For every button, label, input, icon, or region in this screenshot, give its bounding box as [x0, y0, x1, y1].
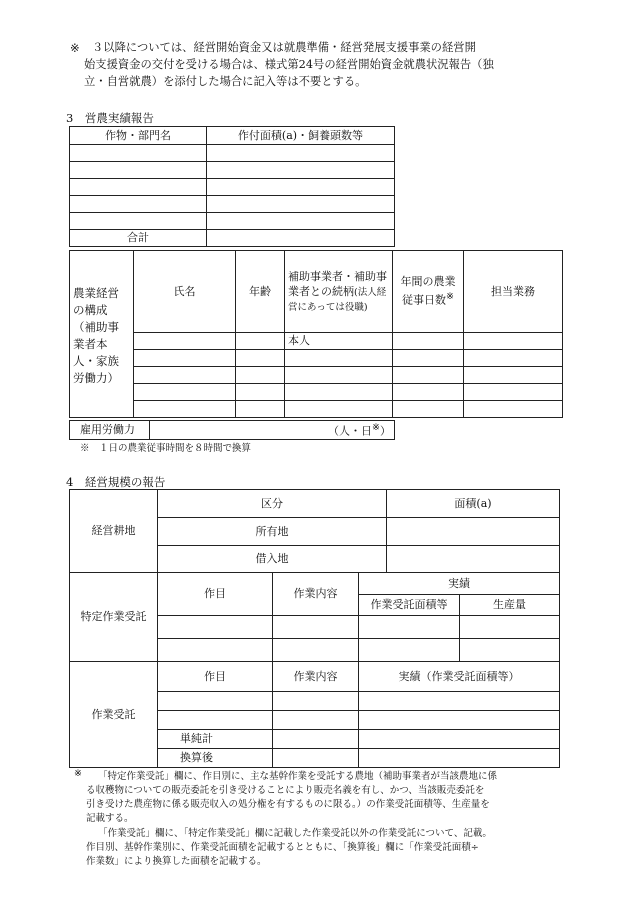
area-cell[interactable] [207, 179, 395, 196]
age-cell[interactable] [236, 367, 285, 384]
result-area-cell[interactable] [359, 692, 560, 711]
production-header: 生産量 [460, 595, 560, 616]
specific-work-header: 作業内容 [273, 573, 359, 616]
days-header: 年間の農業従事日数※ [393, 251, 464, 333]
age-cell[interactable] [236, 350, 285, 367]
specific-work-cell[interactable] [273, 639, 359, 662]
self-label: 本人 [285, 333, 393, 350]
duty-cell[interactable] [464, 350, 563, 367]
specific-crop-cell[interactable] [158, 616, 273, 639]
production-cell[interactable] [460, 639, 560, 662]
result-area-cell[interactable] [359, 711, 560, 730]
contract-area-cell[interactable] [359, 616, 460, 639]
relation-header: 補助事業者・補助事業者との続柄(法人経営にあっては役職) [285, 251, 393, 333]
relation-cell[interactable] [285, 350, 393, 367]
production-cell[interactable] [460, 616, 560, 639]
footnote-4-p1-line-3: 引き受けた農産物に係る販売収入の処分権を有するものに限る。）の作業受託面積等、生産量を [86, 799, 490, 810]
duty-cell[interactable] [464, 401, 563, 418]
contract-label: 作業受託 [70, 662, 158, 768]
contract-crop-header: 作目 [158, 662, 273, 692]
footnote-4-p2-line-3: 作業数」により換算した面積を記載する。 [86, 856, 267, 867]
area-cell[interactable] [207, 196, 395, 213]
simple-total-work-cell[interactable] [273, 730, 359, 749]
leased-area-cell[interactable] [387, 546, 560, 573]
days-cell[interactable] [393, 384, 464, 401]
contract-work-cell[interactable] [273, 711, 359, 730]
labor-table [69, 250, 563, 418]
duty-cell[interactable] [464, 367, 563, 384]
specific-crop-header: 作目 [158, 573, 273, 616]
owned-label: 所有地 [158, 518, 387, 546]
simple-total-label: 単純計 [158, 730, 273, 749]
specific-contract-label: 特定作業受託 [70, 573, 158, 662]
footnote-4-p1-line-1: 「特定作業受託」欄に、作目別に、主な基幹作業を受託する農地（補助事業者が当該農地に係 [98, 771, 498, 782]
intro-note-line-2: 始支援資金の交付を受ける場合は、様式第24号の経営開始資金就農状況報告（独 [84, 58, 494, 71]
name-cell[interactable] [134, 401, 236, 418]
age-cell[interactable] [236, 333, 285, 350]
age-cell[interactable] [236, 384, 285, 401]
duty-cell[interactable] [464, 333, 563, 350]
crop-cell[interactable] [70, 213, 207, 230]
days-cell[interactable] [393, 350, 464, 367]
crop-cell[interactable] [70, 145, 207, 162]
contract-table [69, 661, 560, 768]
contract-crop-cell[interactable] [158, 692, 273, 711]
converted-work-cell[interactable] [273, 749, 359, 768]
relation-cell[interactable] [285, 401, 393, 418]
age-cell[interactable] [236, 401, 285, 418]
land-table [69, 489, 560, 573]
hired-unit[interactable]: （人・日※） [150, 421, 395, 440]
crop-total-label: 合計 [70, 230, 207, 247]
area-total-cell[interactable] [207, 230, 395, 247]
duty-header: 担当業務 [464, 251, 563, 333]
contract-crop-cell[interactable] [158, 711, 273, 730]
crop-cell[interactable] [70, 179, 207, 196]
footnote-4-p1-line-2: る収穫物についての販売委託を引き受けることにより販売名義を有し、かつ、当該販売委託を [86, 785, 485, 796]
age-header: 年齢 [236, 251, 285, 333]
name-cell[interactable] [134, 333, 236, 350]
converted-cell[interactable] [359, 749, 560, 768]
crop-header: 作物・部門名 [70, 127, 207, 145]
hired-labor-table [69, 420, 395, 440]
footnote-4-p2-line-1: 「作業受託」欄に、「特定作業受託」欄に記載した作業受託以外の作業受託について、記載。 [98, 828, 492, 839]
contract-area-cell[interactable] [359, 639, 460, 662]
days-cell[interactable] [393, 333, 464, 350]
crop-table [69, 126, 395, 247]
section-4-title: 4 経営規模の報告 [66, 475, 166, 489]
owned-area-cell[interactable] [387, 518, 560, 546]
area-cell[interactable] [207, 213, 395, 230]
composition-label: 農業経営の構成（補助事業者本人・家族労働力） [70, 251, 134, 418]
specific-crop-cell[interactable] [158, 639, 273, 662]
days-cell[interactable] [393, 401, 464, 418]
duty-cell[interactable] [464, 384, 563, 401]
specific-contract-table [69, 572, 560, 662]
footnote-4-p2-line-2: 作目別、基幹作業別に、作業受託面積を記載するとともに、「換算後」欄に「作業受託面積÷ [86, 842, 479, 853]
relation-cell[interactable] [285, 367, 393, 384]
footnote-4-mark: ※ [74, 768, 82, 779]
section-3-title: 3 営農実績報告 [66, 111, 154, 125]
footnote-4-p1-line-4: 記載する。 [86, 813, 134, 824]
name-cell[interactable] [134, 367, 236, 384]
intro-note-line-3: 立・自営就農）を添付した場合に記入等は不要とする。 [84, 75, 367, 88]
result-area-header: 実績（作業受託面積等） [359, 662, 560, 692]
days-cell[interactable] [393, 367, 464, 384]
simple-total-cell[interactable] [359, 730, 560, 749]
name-cell[interactable] [134, 350, 236, 367]
contract-area-header: 作業受託面積等 [359, 595, 460, 616]
section-3-footnote: ※ １日の農業従事時間を８時間で換算 [80, 443, 252, 454]
leased-label: 借入地 [158, 546, 387, 573]
area-header: 作付面積(a)・飼養頭数等 [207, 127, 395, 145]
contract-work-header: 作業内容 [273, 662, 359, 692]
relation-cell[interactable] [285, 384, 393, 401]
land-area-header: 面積(a) [387, 490, 560, 518]
result-header: 実績 [359, 573, 560, 595]
contract-work-cell[interactable] [273, 692, 359, 711]
intro-note-line-1: ３以降については、経営開始資金又は就農準備・経営発展支援事業の経営開 [92, 41, 476, 54]
crop-cell[interactable] [70, 196, 207, 213]
area-cell[interactable] [207, 162, 395, 179]
intro-note-mark: ※ [70, 41, 80, 55]
area-cell[interactable] [207, 145, 395, 162]
converted-label: 換算後 [158, 749, 273, 768]
hired-label: 雇用労働力 [70, 421, 150, 440]
specific-work-cell[interactable] [273, 616, 359, 639]
name-cell[interactable] [134, 384, 236, 401]
crop-cell[interactable] [70, 162, 207, 179]
name-header: 氏名 [134, 251, 236, 333]
category-header: 区分 [158, 490, 387, 518]
land-label: 経営耕地 [70, 490, 158, 573]
